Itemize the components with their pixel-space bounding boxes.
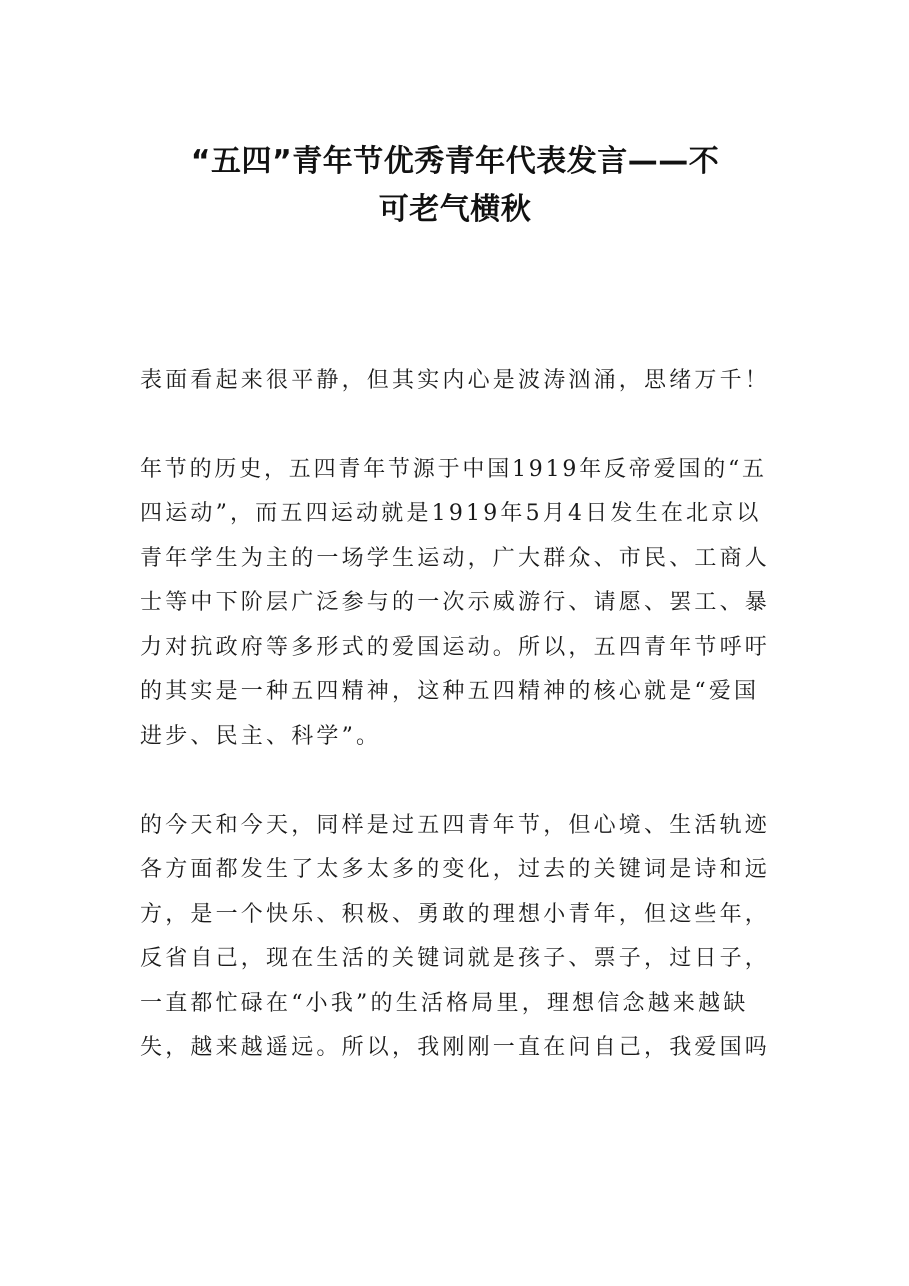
body-line: 进步、民主、科学”。 (140, 723, 382, 749)
body-line: 的今天和今天，同样是过五四青年节，但心境、生活轨迹 (140, 812, 771, 838)
body-line: 青年学生为主的一场学生运动，广大群众、市民、工商人 (140, 545, 771, 571)
body-line: 各方面都发生了太多太多的变化，过去的关键词是诗和远 (140, 857, 771, 882)
body-line (140, 403, 770, 448)
title-line-1: “五四”青年节优秀青年代表发言——不 (190, 144, 720, 179)
body-line: 年节的历史，五四青年节源于中国1919年反帝爱国的“五 (140, 456, 767, 482)
document-title (140, 138, 770, 234)
body-line: 反省自己，现在生活的关键词就是孩子、票子，过日子， (140, 946, 771, 971)
body-line: 失，越来越遥远。所以，我刚刚一直在问自己，我爱国吗 (140, 1035, 771, 1060)
body-line: 的其实是一种五四精神，这种五四精神的核心就是“爱国 (140, 679, 760, 704)
body-line (140, 759, 770, 804)
body-line: 四运动”，而五四运动就是1919年5月4日发生在北京以 (140, 501, 762, 526)
title-line-2: 可老气横秋 (378, 192, 532, 227)
body-line: 方，是一个快乐、积极、勇敢的理想小青年，但这些年， (140, 901, 771, 927)
document-body (140, 314, 770, 1071)
body-line: 力对抗政府等多形式的爱国运动。所以，五四青年节呼吁 (140, 634, 771, 660)
body-line (140, 314, 770, 359)
body-line: 一直都忙碌在“小我”的生活格局里，理想信念越来越缺 (140, 990, 749, 1016)
body-line: 士等中下阶层广泛参与的一次示威游行、请愿、罢工、暴 (140, 590, 771, 615)
body-line: 表面看起来很平静，但其实内心是波涛汹涌，思绪万千！ (140, 367, 771, 393)
